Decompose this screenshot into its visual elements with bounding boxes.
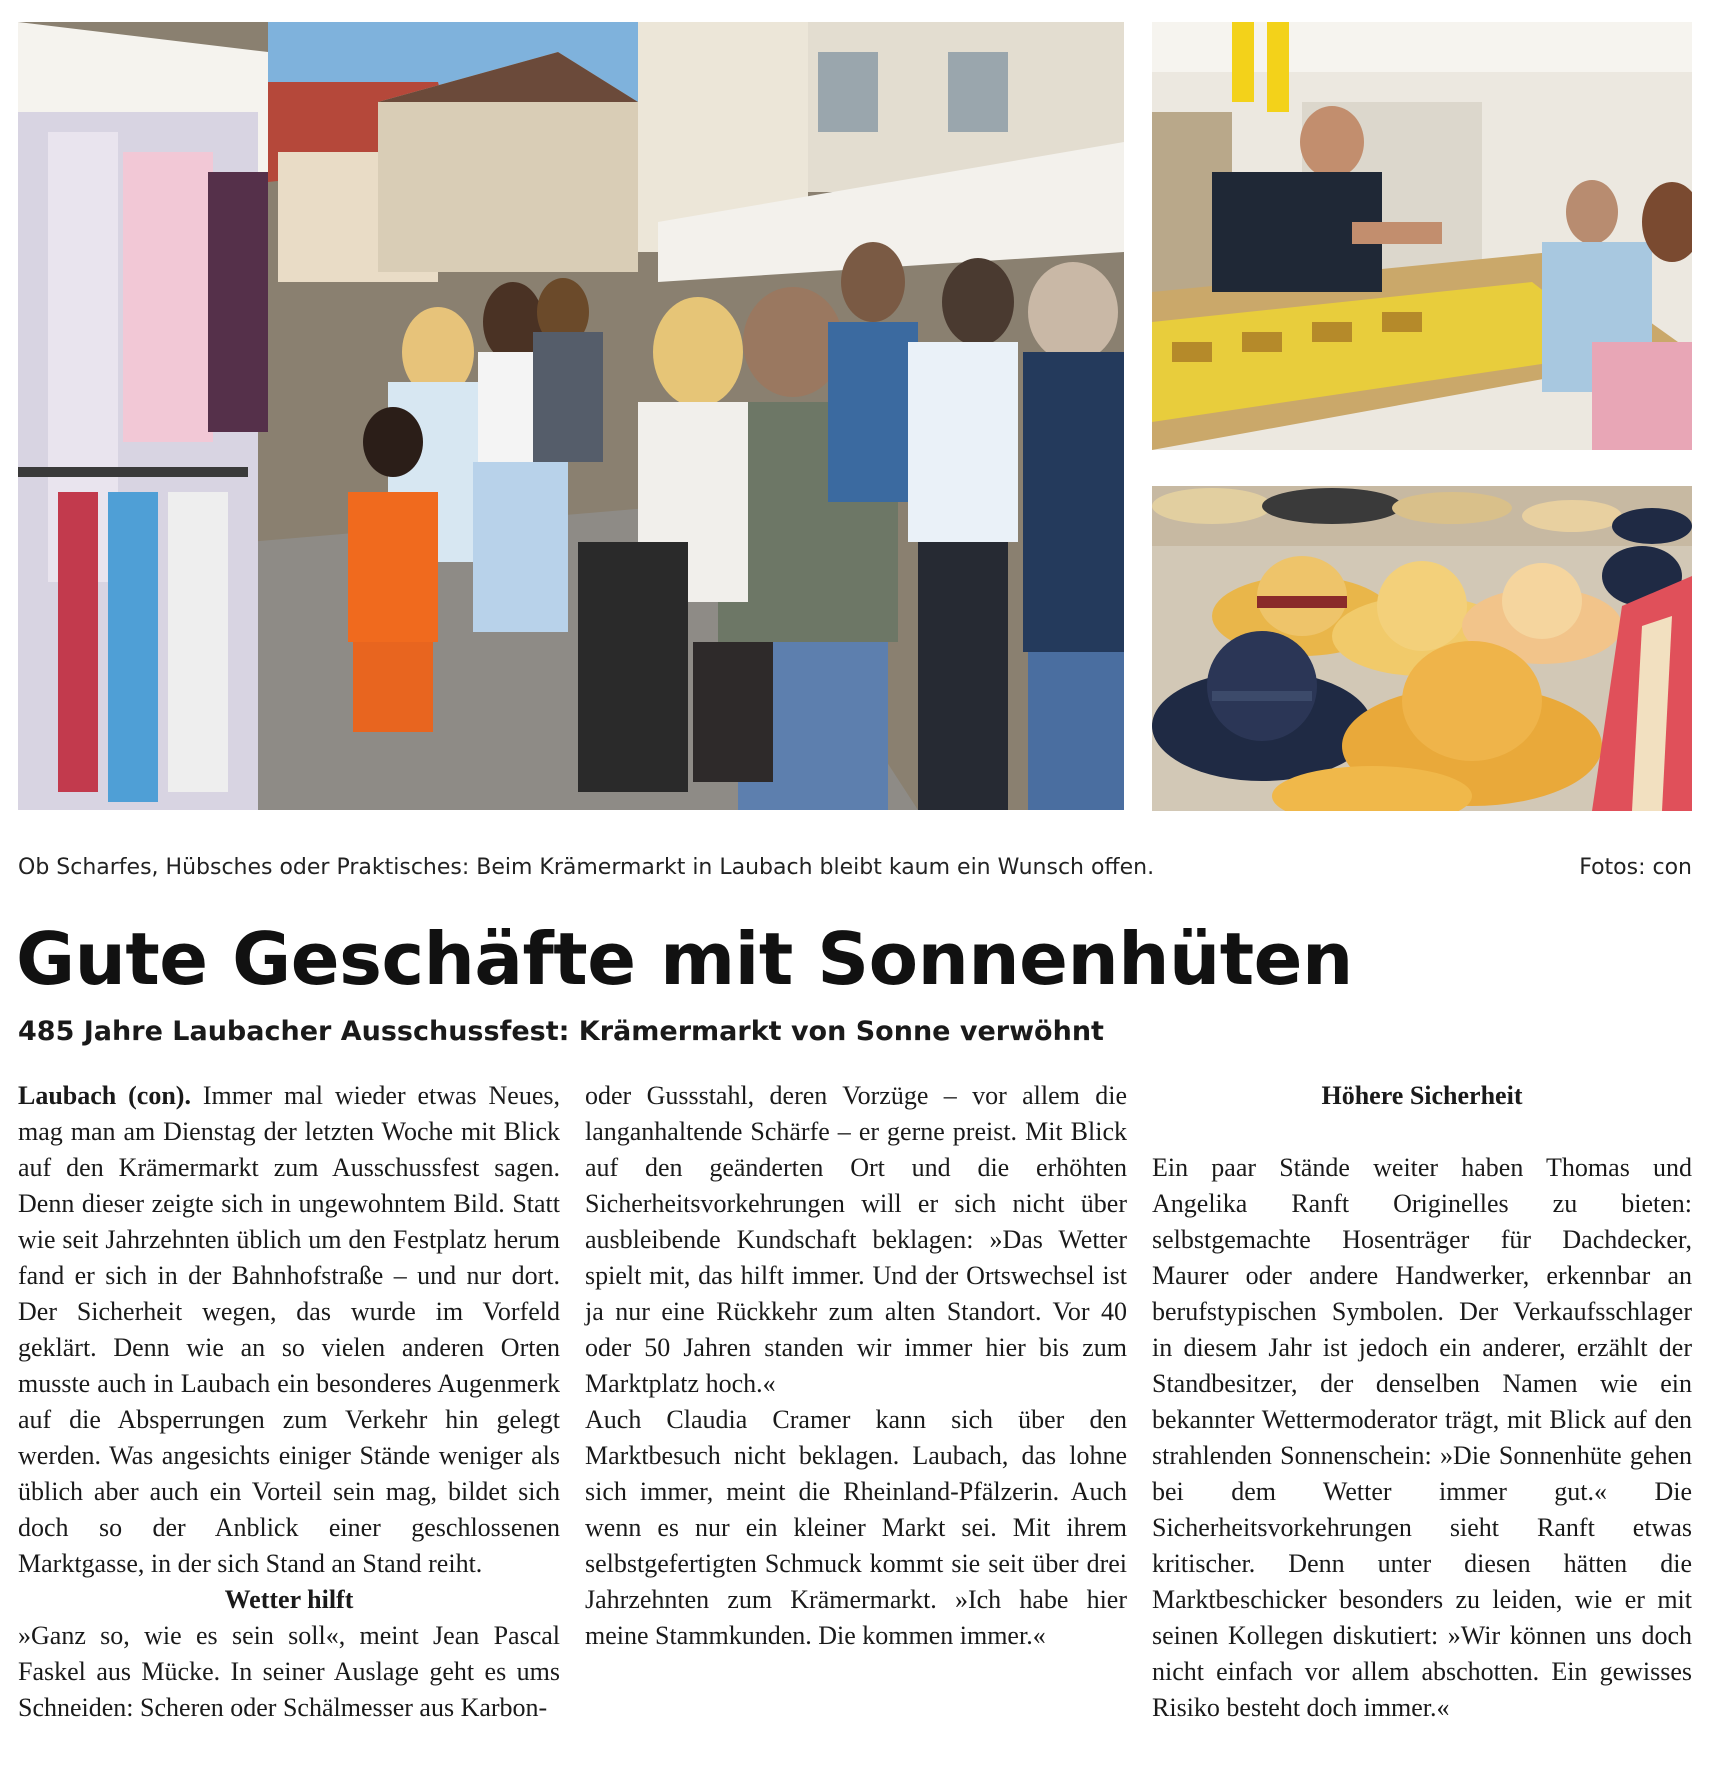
photo-sun-hats-image	[1152, 486, 1692, 811]
photo-caption: Ob Scharfes, Hübsches oder Praktisches: Beim Krämermarkt in Laubach bleibt kaum ein Wunsch offen.	[18, 855, 1155, 880]
photo-knife-stall	[1152, 22, 1692, 450]
article-subline: 485 Jahre Laubacher Ausschussfest: Krämermarkt von Sonne verwöhnt	[18, 1016, 1104, 1047]
photo-credit: Fotos: con	[1579, 855, 1692, 880]
article-paragraph-3: Auch Claudia Cramer kann sich über den Marktbesuch nicht beklagen. Laubach, das lohne sich immer, meint die Rheinland-Pfälzerin. Auch wenn es nur ein kleiner Markt sei. Mit ihrem selbstgefertigten Schmuck kommt sie seit über drei Jahrzehnten zum Krämermarkt. »Ich habe hier meine Stammkunden. Die kommen immer.«	[585, 1405, 1127, 1650]
photo-caption-row	[18, 855, 1692, 880]
article-subhead-sicherheit: Höhere Sicherheit	[1321, 1081, 1523, 1110]
article-paragraph-1-text: Immer mal wieder etwas Neues, mag man am Dienstag der letzten Woche mit Blick auf den Krämermarkt zum Ausschussfest sagen. Denn dieser zeigte sich in ungewohntem Bild. Statt wie seit Jahrzehnten üblich um den Festplatz herum fand er sich in der Bahnhofstraße – und nur dort. Der Sicherheit wegen, das wurde im Vorfeld geklärt. Denn wie an so vielen anderen Orten musste auch in Laubach ein besonderes Augenmerk auf die Absperrungen zum Verkehr hin gelegt werden. Was angesichts einiger Stände weniger als üblich aber auch ein Vorteil sein mag, bildet sich doch so der Anblick einer geschlossenen Marktgasse, in der sich Stand an Stand reiht.	[18, 1081, 561, 1578]
photo-sun-hats	[1152, 486, 1692, 811]
photo-market-street	[18, 22, 1124, 810]
photo-knife-stall-image	[1152, 22, 1692, 450]
article-column-2	[585, 1078, 1127, 1654]
photo-market-street-image	[18, 22, 1124, 810]
article-paragraph-2-continued: oder Gussstahl, deren Vorzüge – vor allem die langanhaltende Schärfe – er gerne preist. Mit Blick auf den geänderten Ort und die erhöhten Sicherheitsvorkehrungen will er sich nicht über ausbleibende Kundschaft beklagen: »Das Wetter spielt mit, das hilft immer. Und der Ortswechsel ist ja nur eine Rückkehr zum alten Standort. Vor 40 oder 50 Jahren standen wir immer hier bis zum Marktplatz hoch.«	[585, 1081, 1127, 1398]
article-subhead-wetter: Wetter hilft	[224, 1585, 354, 1614]
article-column-1	[18, 1078, 560, 1726]
article-paragraph-1	[18, 1078, 560, 1582]
article-column-3	[1152, 1078, 1692, 1726]
article-paragraph-4: Ein paar Stände weiter haben Thomas und Angelika Ranft Originelles zu bieten: selbstgemachte Hosenträger für Dachdecker, Maurer oder andere Handwerker, erkennbar an berufstypischen Symbolen. Der Verkaufsschlager in diesem Jahr ist jedoch ein anderer, erzählt der Standbesitzer, der denselben Namen wie ein bekannter Wettermoderator trägt, mit Blick auf den strahlenden Sonnenschein: »Die Sonnenhüte gehen bei dem Wetter immer gut.« Die Sicherheitsvorkehrungen sieht Ranft etwas kritischer. Denn unter diesen hätten die Marktbeschicker besonders zu leiden, wie er mit seinen Kollegen diskutiert: »Wir können uns doch nicht einfach vor allem abschotten. Ein gewisses Risiko besteht doch immer.«	[1152, 1153, 1692, 1722]
article-headline: Gute Geschäfte mit Sonnenhüten	[16, 917, 1353, 1001]
article-paragraph-2: »Ganz so, wie es sein soll«, meint Jean Pascal Faskel aus Mücke. In seiner Auslage geht es ums Schneiden: Scheren oder Schälmesser aus Karbon-	[18, 1621, 560, 1722]
article-dateline: Laubach (con).	[18, 1081, 191, 1110]
